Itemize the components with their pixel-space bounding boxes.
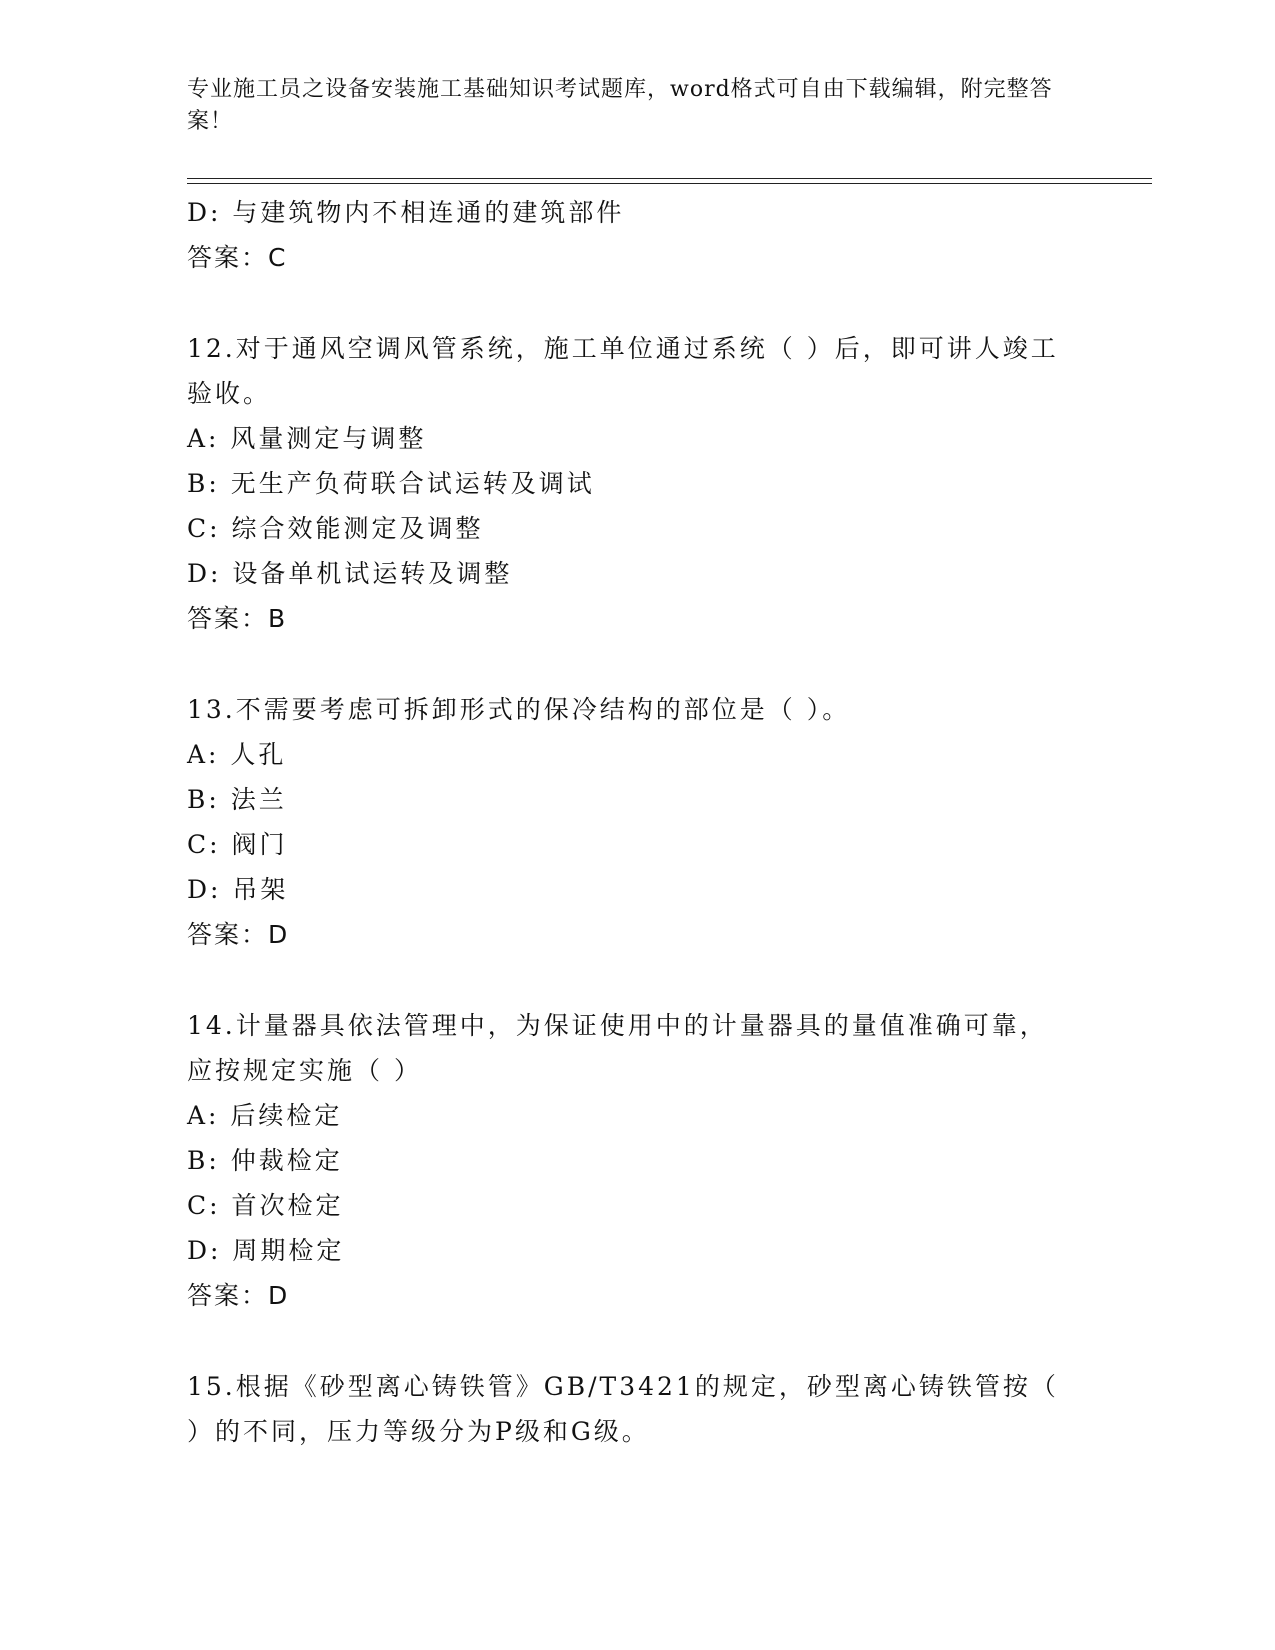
question-12-stem: 12.对于通风空调风管系统，施工单位通过系统（ ）后，即可讲人竣工验收。	[187, 334, 1059, 408]
question-14-answer: 答案：D	[187, 1281, 290, 1310]
question-12-answer: 答案：B	[187, 604, 288, 633]
question-13-stem: 13.不需要考虑可拆卸形式的保冷结构的部位是（ ）。	[187, 695, 851, 724]
question-13-option-a: A: 人孔	[187, 740, 287, 769]
question-13-option-d: D: 吊架	[187, 875, 289, 904]
question-14-stem: 14.计量器具依法管理中，为保证使用中的计量器具的量值准确可靠，应按规定实施（ ）	[187, 1011, 1048, 1085]
question-12-option-a: A: 风量测定与调整	[187, 424, 427, 453]
page-header: 专业施工员之设备安装施工基础知识考试题库，word格式可自由下载编辑，附完整答案！	[187, 77, 1053, 134]
spacer	[187, 957, 1067, 1003]
question-15-stem: 15.根据《砂型离心铸铁管》GB/T3421的规定，砂型离心铸铁管按（ ）的不同，压力等级分为P级和G级。	[187, 1372, 1059, 1446]
question-14-option-b: B: 仲裁检定	[187, 1146, 343, 1175]
question-14-option-c: C: 首次检定	[187, 1191, 344, 1220]
prev-answer: 答案：C	[187, 243, 288, 272]
prev-option-d: D: 与建筑物内不相连通的建筑部件	[187, 198, 625, 227]
question-12-option-b: B: 无生产负荷联合试运转及调试	[187, 469, 595, 498]
spacer	[187, 280, 1067, 326]
question-12-option-d: D: 设备单机试运转及调整	[187, 559, 513, 588]
spacer	[187, 1318, 1067, 1364]
question-13-option-b: B: 法兰	[187, 785, 287, 814]
question-13-option-c: C: 阀门	[187, 830, 288, 859]
question-12-option-c: C: 综合效能测定及调整	[187, 514, 484, 543]
header-divider	[187, 178, 1152, 184]
question-list	[187, 190, 1067, 1454]
question-14-option-a: A: 后续检定	[187, 1101, 343, 1130]
question-14-option-d: D: 周期检定	[187, 1236, 345, 1265]
question-13-answer: 答案：D	[187, 920, 290, 949]
spacer	[187, 641, 1067, 687]
